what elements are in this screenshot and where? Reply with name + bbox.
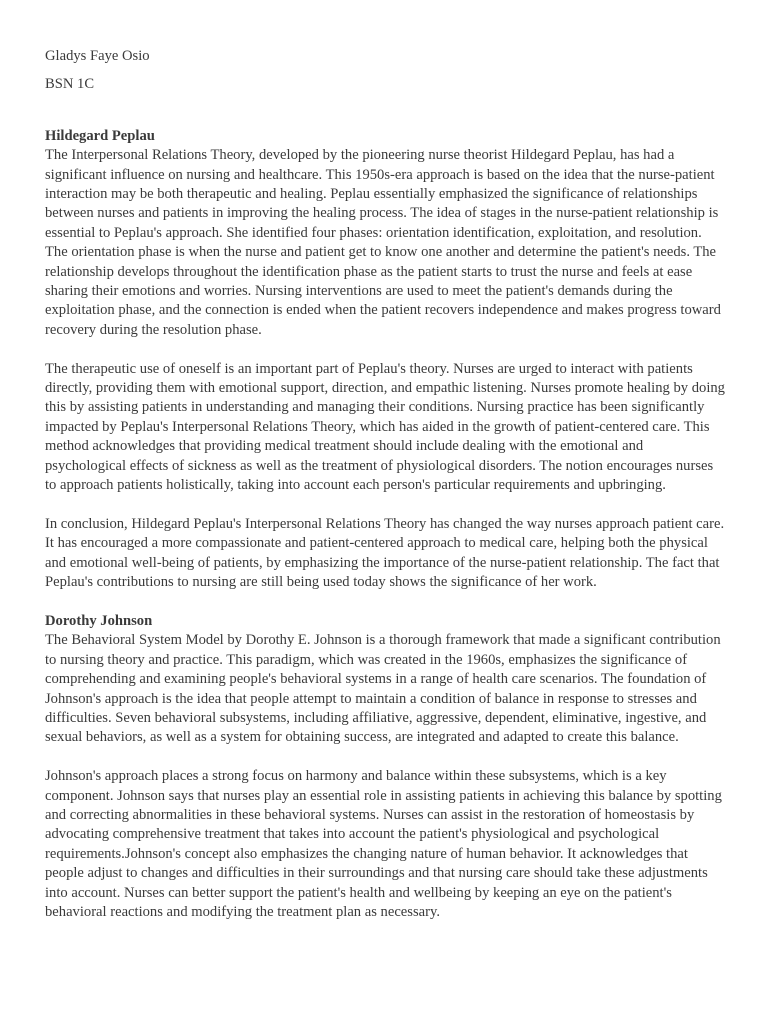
paragraph: The Behavioral System Model by Dorothy E. Johnson is a thorough framework that made a significant contribution to nursing theory and practice. This paradigm, which was created in the 1960s, emphasizes the significance of comprehending and examining people's behavioral systems in a range of health care scenarios. The foundation of Johnson's approach is the idea that people attempt to maintain a condition of balance in response to stresses and difficulties. Seven behavioral subsystems, including affiliative, aggressive, dependent, eliminative, ingestive, and sexual behaviors, as well as a system for obtaining success, are integrated and adapted to create this balance. <box>45 632 721 746</box>
section-peplau <box>45 127 725 593</box>
spacer <box>45 748 725 767</box>
paragraph: Johnson's approach places a strong focus on harmony and balance within these subsystems, which is a key component. Johnson says that nurses play an essential role in assisting patients in achieving this balance by spotting and correcting abnormalities in these behavioral systems. Nurses can assist in the restoration of homeostasis by advocating comprehensive treatment that takes into account the patient's physiological and psychological requirements.Johnson's concept also emphasizes the changing nature of human behavior. It acknowledges that people adjust to changes and difficulties in their surroundings and that nursing care should take these adjustments into account. Nurses can better support the patient's health and wellbeing by keeping an eye on the patient's behavioral reactions and modifying the treatment plan as necessary. <box>45 768 722 920</box>
spacer <box>45 340 725 359</box>
spacer <box>45 95 725 127</box>
document-page <box>45 47 725 922</box>
paragraph: In conclusion, Hildegard Peplau's Interpersonal Relations Theory has changed the way nurses approach patient care. It has encouraged a more compassionate and patient-centered approach to medical care, helping both the physical and emotional well-being of patients, by emphasizing the importance of the nurse-patient relationship. The fact that Peplau's contributions to nursing are still being used today shows the significance of her work. <box>45 515 725 591</box>
author-name: Gladys Faye Osio <box>45 48 150 64</box>
paragraph: The Interpersonal Relations Theory, developed by the pioneering nurse theorist Hildegard Peplau, has had a significant influence on nursing and healthcare. This 1950s-era approach is based on the idea that the nurse-patient interaction may be both therapeutic and healing. Peplau essentially emphasized the significance of relationships between nurses and patients in improving the healing process. The idea of stages in the nurse-patient relationship is essential to Peplau's approach. She identified four phases: orientation identification, exploitation, and resolution. The orientation phase is when the nurse and patient get to know one another and determine the patient's needs. The relationship develops throughout the identification phase as the patient starts to trust the nurse and feels at ease sharing their emotions and worries. Nursing interventions are used to meet the patient's demands during the exploitation phase, and the connection is ended when the patient recovers independence and makes progress toward recovery during the resolution phase. <box>45 147 721 338</box>
section-heading: Hildegard Peplau <box>45 127 155 144</box>
paragraph: The therapeutic use of oneself is an important part of Peplau's theory. Nurses are urged to interact with patients directly, providing them with emotional support, direction, and empathic listening. Nurses promote healing by doing this by assisting patients in understanding and managing their conditions. Nursing practice has been significantly impacted by Peplau's Interpersonal Relations Theory, which has aided in the growth of patient-centered care. This method acknowledges that providing medical treatment should include dealing with the emotional and psychological effects of sickness as well as the treatment of physiological disorders. The notion encourages nurses to approach patients holistically, taking into account each person's particular requirements and upbringing. <box>45 360 725 494</box>
spacer <box>45 495 725 514</box>
section-johnson <box>45 612 725 922</box>
course-section: BSN 1C <box>45 76 95 93</box>
spacer <box>45 593 725 612</box>
section-heading: Dorothy Johnson <box>45 612 153 629</box>
